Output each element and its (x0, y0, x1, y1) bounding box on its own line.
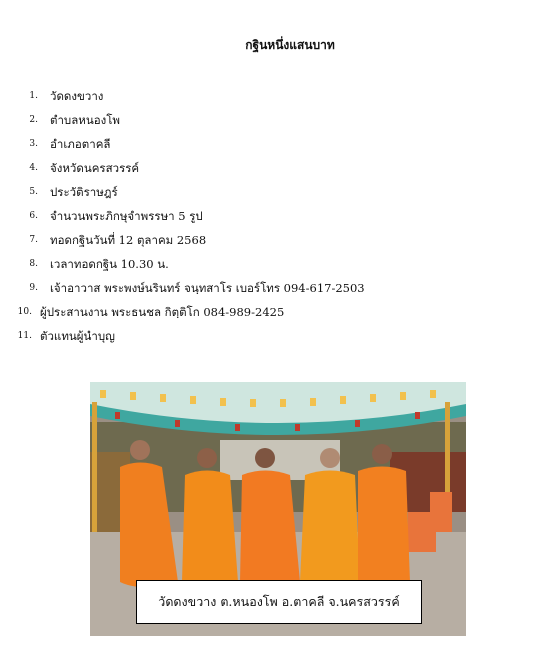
document-title: กฐินหนึ่งแสนบาท (245, 38, 335, 52)
item-text: วัดดงขวาง (50, 89, 104, 103)
item-number: 2. (29, 115, 38, 125)
item-number: 7. (29, 235, 38, 245)
item-number: 10. (17, 307, 32, 317)
item-number: 6. (29, 211, 38, 221)
photo-caption: วัดดงขวาง ต.หนองโพ อ.ตาคลี จ.นครสวรรค์ (136, 580, 422, 624)
item-text: ตำบลหนองโพ (50, 113, 120, 127)
item-number: 5. (29, 187, 38, 197)
item-number: 8. (29, 259, 38, 269)
item-text: จำนวนพระภิกษุจำพรรษา 5 รูป (50, 209, 203, 223)
item-number: 3. (29, 139, 38, 149)
item-text: จังหวัดนครสวรรค์ (50, 161, 140, 175)
item-text: ประวัติราษฎร์ (50, 185, 118, 199)
item-number: 9. (29, 283, 38, 293)
item-text: เวลาทอดกฐิน 10.30 น. (50, 257, 169, 271)
item-number: 4. (29, 163, 38, 173)
item-text: ผู้ประสานงาน พระธนชล กิตฺติโก 084-989-2425 (40, 305, 285, 319)
item-number: 11. (17, 331, 32, 341)
item-text: ตัวแทนผู้นำบุญ (40, 329, 115, 343)
item-text: เจ้าอาวาส พระพงษ์นรินทร์ จนฺทสาโร เบอร์โทร 094-617-2503 (50, 281, 365, 295)
item-number: 1. (29, 91, 38, 101)
item-text: อำเภอตาคลี (50, 137, 111, 151)
item-text: ทอดกฐินวันที่ 12 ตุลาคม 2568 (50, 233, 207, 247)
